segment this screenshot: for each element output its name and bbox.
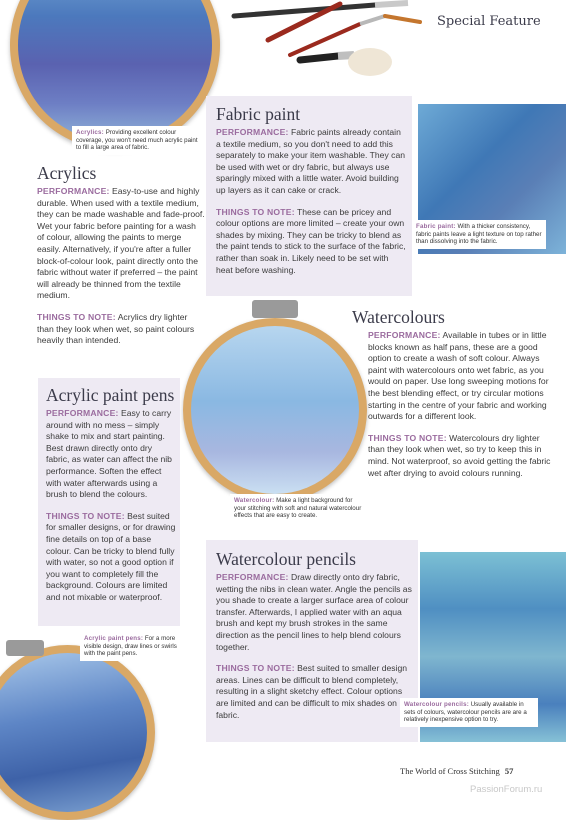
watercolour-pencils-text [216, 572, 412, 731]
acrylic-pens-caption: Acrylic paint pens: For a more visible design, draw lines or swirls with the paint pens. [80, 632, 192, 661]
acrylic-pens-performance: Easy to carry around with no mess – simply shake to mix and start painting. Best drawn directly onto dry fabric, as water can affect the nib performance. Soften the effect with water afterwards using a brush to blend the colours. [46, 408, 172, 500]
fabric-paint-text [216, 127, 406, 286]
fabric-paint-performance: Fabric paints already contain a textile medium, so you don't need to add this separately to make your item washable. They can be used with wet or dry fabric, but always use sparingly mixed with a little water. Avoid building up layers as it can cake or crack. [216, 127, 405, 195]
watercolours-text [368, 330, 554, 489]
hoop-screw-icon [252, 300, 298, 318]
watercolour-pencils-caption: Watercolour pencils: Usually available in sets of colours, watercolour pencils are are a relatively inexpensive option to try. [400, 698, 538, 727]
watercolour-caption: Watercolour: Make a light background for your stitching with soft and natural watercolour effects that are easy to create. [230, 494, 370, 523]
acrylic-pens-notes: Best suited for smaller designs, or for drawing fine details on top of a base colour. Can be tricky to blend fully with water, so not a good option if you want to completely fill the background. Colours are limited and not mixable or waterproof. [46, 510, 176, 602]
performance-label: PERFORMANCE: [37, 186, 110, 196]
page-number: 57 [504, 766, 514, 776]
caption-label: Watercolour: [234, 497, 275, 504]
performance-label: PERFORMANCE: [216, 127, 289, 137]
notes-label: THINGS TO NOTE: [216, 206, 295, 217]
acrylic-pens-text [46, 408, 176, 614]
watercolour-hoop-image [183, 318, 367, 502]
section-header: Special Feature [437, 14, 541, 29]
watercolour-pencils-notes: Best suited to smaller design areas. Lines can be difficult to blend completely, resulting in a slight sketchy effect. Colour options are limited and can be difficult to mix shades on fabric. [216, 663, 408, 720]
acrylics-performance: Easy-to-use and highly durable. When used with a textile medium, they can be made washable and fade-proof. Wet your fabric before painting for a wash of colour, allowing the paints to merge easily. Alternatively, if you're after a fuller block-of-colour look, paint directly onto the fabric without water if preferred – the paint will already be thinned from the textile medium. [37, 186, 205, 301]
footer [400, 766, 513, 776]
notes-label: THINGS TO NOTE: [37, 311, 116, 322]
caption-label: Fabric paint: [416, 223, 456, 230]
watercolour-pencils-performance: Draw directly onto dry fabric, wetting the nibs in clean water. Angle the pencils as you shade to create a larger surface area of colour transfer. Afterwards, I applied water with an aqua brush and kept my brush strokes in the same direction as the pencil lines to help blend colours together. [216, 572, 412, 652]
watercolour-pencils-title: Watercolour pencils [216, 549, 356, 569]
acrylic-pens-hoop-image [0, 645, 155, 820]
caption-label: Acrylics: [76, 129, 104, 136]
acrylics-text [37, 186, 205, 357]
watercolours-title: Watercolours [352, 307, 445, 327]
watercolours-notes: Watercolours dry lighter than they look when wet, so try to keep this in mind. Not waterproof, so avoid getting the fabric wet after drying to avoid colours running. [368, 432, 551, 478]
fabric-paint-title: Fabric paint [216, 104, 301, 124]
acrylics-title: Acrylics [37, 163, 97, 183]
watercolours-performance: Available in tubes or in little blocks known as half pans, these are a good option to create a wash of soft colour. Always paint with watercolours onto wet fabric, as you would on paper. Use long sweeping motions for the best blending effect, or try circular motions starting in the centre of your fabric and working outwards for a different look. [368, 330, 549, 422]
watermark: PassionForum.ru [470, 784, 543, 795]
performance-label: PERFORMANCE: [368, 330, 441, 340]
paint-brushes-image [230, 0, 430, 95]
notes-label: THINGS TO NOTE: [368, 432, 447, 443]
hoop-screw-icon [6, 640, 44, 656]
performance-label: PERFORMANCE: [46, 408, 119, 418]
acrylics-caption: Acrylics: Providing excellent colour coverage, you won't need much acrylic paint to fill a large area of fabric. [72, 126, 206, 155]
fabric-paint-notes: These can be pricey and colour options are more limited – create your own shades by mixing. They can be tricky to blend as the paint tends to stick to the surface of the fabric, rather than soak in. Likely need to be set with heat before washing. [216, 206, 406, 275]
acrylic-pens-title: Acrylic paint pens [46, 385, 175, 405]
magazine-name: The World of Cross Stitching [400, 766, 500, 776]
notes-label: THINGS TO NOTE: [216, 663, 295, 674]
caption-label: Acrylic paint pens: [84, 635, 144, 642]
notes-label: THINGS TO NOTE: [46, 510, 125, 521]
acrylics-notes: Acrylics dry lighter than they look when wet, so paint colours heavily than intended. [37, 311, 195, 346]
performance-label: PERFORMANCE: [216, 572, 289, 582]
caption-label: Watercolour pencils: [404, 701, 469, 708]
fabric-paint-caption: Fabric paint: With a thicker consistency, fabric paints leave a light texture on top rather than dissolving into the fabric. [412, 220, 546, 249]
